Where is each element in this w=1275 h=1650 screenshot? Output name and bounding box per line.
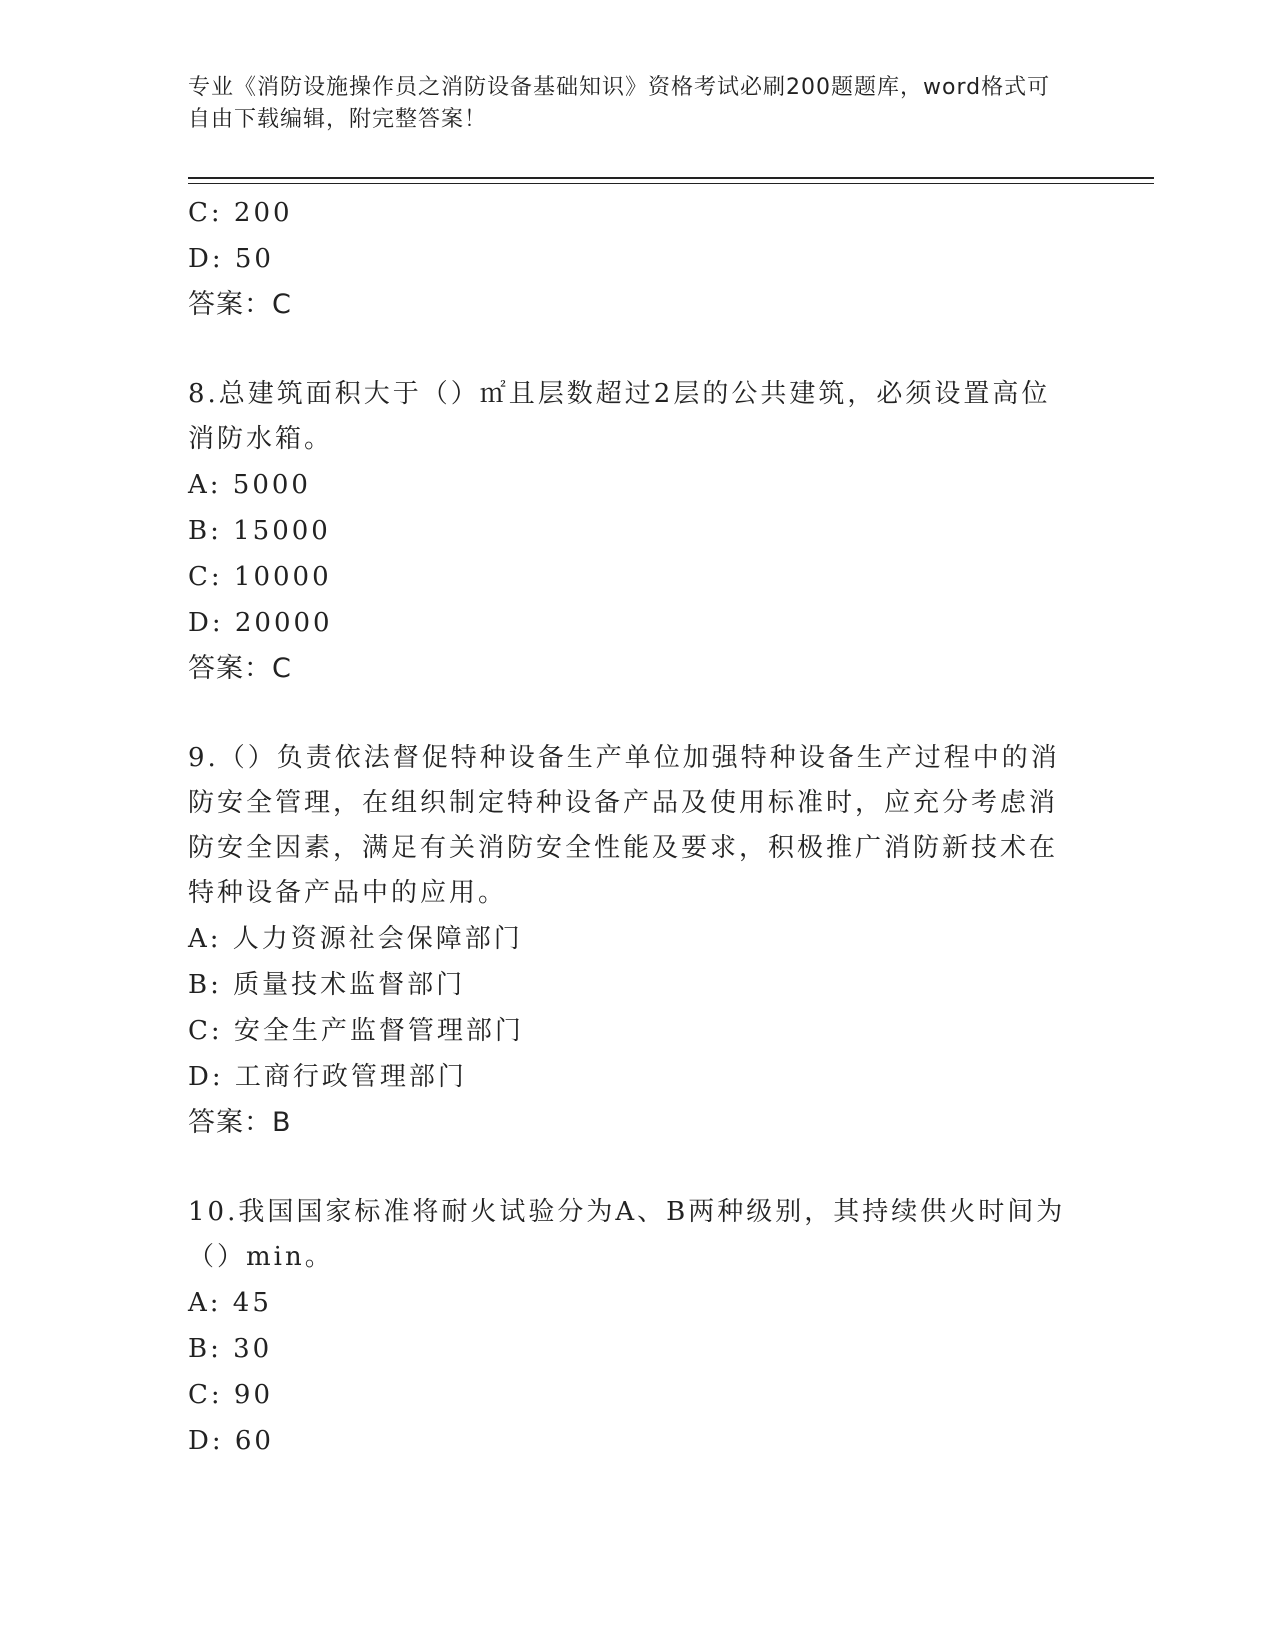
option-d: D: 20000 (188, 608, 333, 638)
question-10 (188, 1190, 1068, 1464)
question-9 (188, 736, 1068, 1146)
question-stem: 9.（）负责依法督促特种设备生产单位加强特种设备生产过程中的消防安全管理，在组织制定特种设备产品及使用标准时，应充分考虑消防安全因素，满足有关消防安全性能及要求，积极推广消防新技术在特种设备产品中的应用。 (188, 743, 1060, 908)
option-b: B: 质量技术监督部门 (188, 970, 466, 1000)
previous-question-tail (188, 190, 1068, 328)
option-a: A: 45 (188, 1288, 272, 1318)
option-d: D: 工商行政管理部门 (188, 1062, 467, 1092)
document-header: 专业《消防设施操作员之消防设备基础知识》资格考试必刷200题题库，word格式可自由下载编辑，附完整答案！ (188, 75, 1051, 132)
option-b: B: 30 (188, 1334, 273, 1364)
option-c: C: 90 (188, 1380, 274, 1410)
option-c: C: 10000 (188, 562, 332, 592)
header-divider-thin (188, 183, 1154, 184)
option-b: B: 15000 (188, 516, 331, 546)
option-c: C: 安全生产监督管理部门 (188, 1016, 524, 1046)
question-stem: 8.总建筑面积大于（）㎡且层数超过2层的公共建筑，必须设置高位消防水箱。 (188, 379, 1051, 454)
option-d: D: 50 (188, 244, 274, 274)
option-d: D: 60 (188, 1426, 274, 1456)
option-a: A: 人力资源社会保障部门 (188, 924, 523, 954)
answer-line: 答案：C (188, 289, 292, 320)
answer-line: 答案：B (188, 1107, 292, 1138)
question-stem: 10.我国国家标准将耐火试验分为A、B两种级别，其持续供火时间为（）min。 (188, 1197, 1066, 1272)
option-c: C: 200 (188, 198, 293, 228)
header-divider-thick (188, 177, 1154, 179)
option-a: A: 5000 (188, 470, 311, 500)
answer-line: 答案：C (188, 653, 292, 684)
question-8 (188, 372, 1068, 692)
document-body (188, 190, 1068, 1464)
